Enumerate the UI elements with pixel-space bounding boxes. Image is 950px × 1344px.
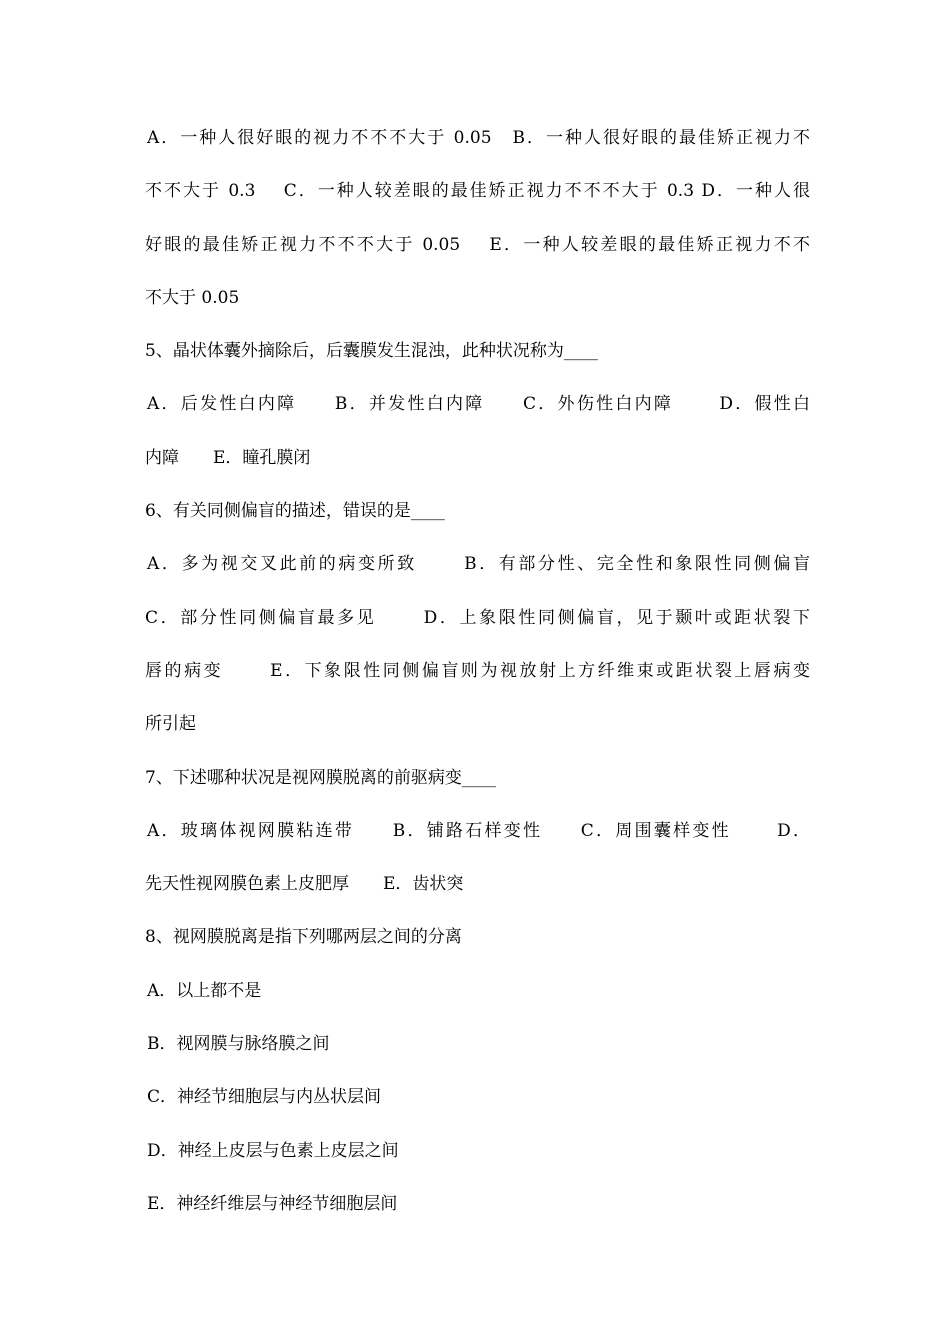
option-line-q4-b-c-d: 不不大于 0.3 C．一种人较差眼的最佳矫正视力不不不大于 0.3 D．一种人很	[145, 181, 810, 202]
option-line-q7-a-d: A．玻璃体视网膜粘连带 B．铺路石样变性 C．周围囊样变性 D．	[147, 820, 810, 841]
question-6: 6、有关同侧偏盲的描述，错误的是____	[145, 501, 445, 522]
option-line-q7-d-e: 先天性视网膜色素上皮肥厚 E．齿状突	[145, 874, 464, 895]
option-line-q6-e-end: 所引起	[145, 714, 196, 735]
option-line-q6-a-b: A．多为视交叉此前的病变所致 B．有部分性、完全性和象限性同侧偏盲	[147, 554, 810, 575]
option-line-q5-d-e: 内障 E．瞳孔膜闭	[145, 447, 311, 468]
option-q8-c: C．神经节细胞层与内丛状层间	[147, 1087, 382, 1108]
document-body	[145, 112, 810, 1231]
option-q8-d: D．神经上皮层与色素上皮层之间	[147, 1140, 399, 1161]
option-line-q6-d-e: 唇的病变 E．下象限性同侧偏盲则为视放射上方纤维束或距状裂上唇病变	[145, 660, 810, 681]
option-q8-b: B．视网膜与脉络膜之间	[147, 1034, 330, 1055]
question-8: 8、视网膜脱离是指下列哪两层之间的分离	[145, 927, 462, 948]
option-line-q4-d-e: 好眼的最佳矫正视力不不不大于 0.05 E．一种人较差眼的最佳矫正视力不不	[145, 234, 810, 255]
option-line-q5-a-d: A．后发性白内障 B．并发性白内障 C．外伤性白内障 D．假性白	[147, 394, 810, 415]
question-7: 7、下述哪种状况是视网膜脱离的前驱病变____	[145, 767, 496, 788]
option-q8-e: E．神经纤维层与神经节细胞层间	[147, 1193, 398, 1214]
option-line-q4-e-end: 不大于 0.05	[145, 287, 240, 308]
option-q8-a: A．以上都不是	[147, 980, 262, 1001]
question-5: 5、晶状体囊外摘除后，后囊膜发生混浊，此种状况称为____	[145, 341, 598, 362]
option-line-q4-a-b: A．一种人很好眼的视力不不不大于 0.05 B．一种人很好眼的最佳矫正视力不	[147, 128, 810, 148]
option-line-q6-c-d: C．部分性同侧偏盲最多见 D．上象限性同侧偏盲，见于颞叶或距状裂下	[145, 607, 810, 628]
